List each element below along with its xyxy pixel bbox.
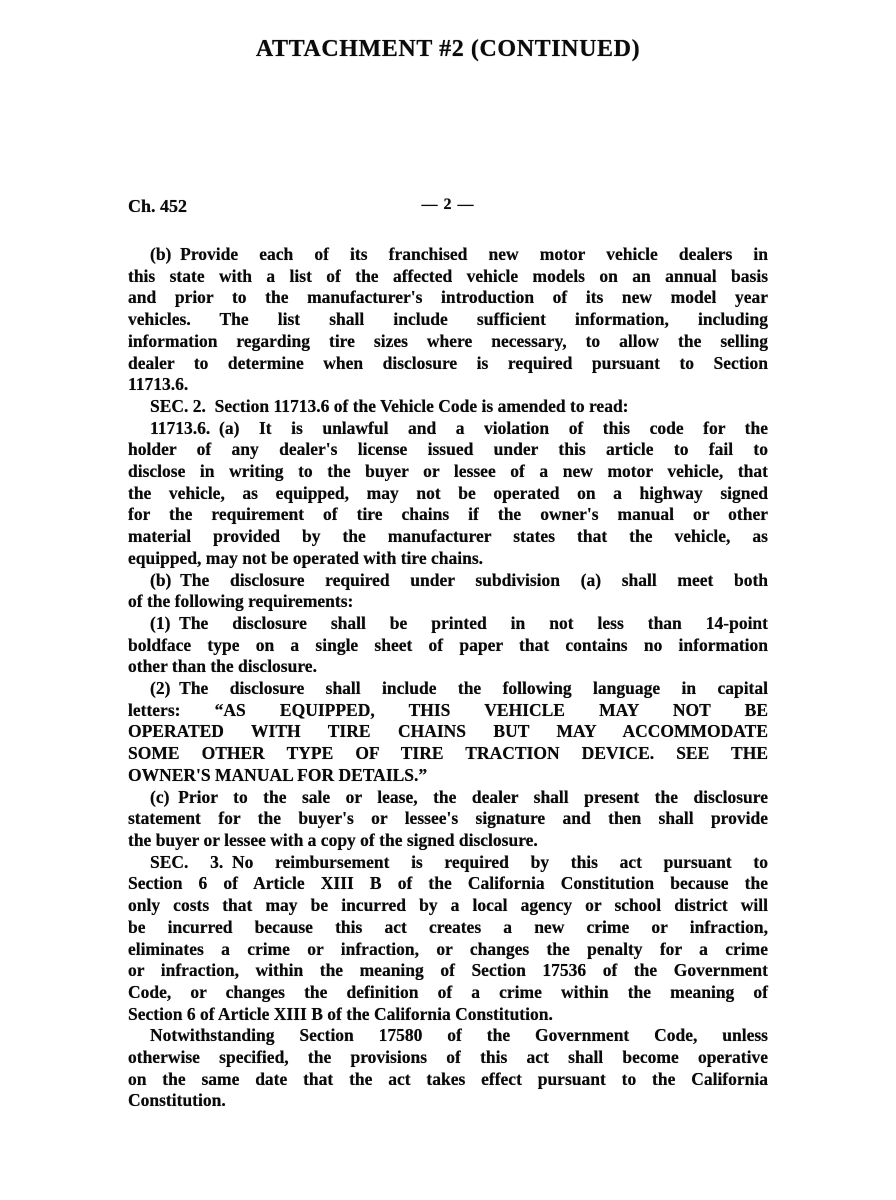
text-line: Constitution. xyxy=(128,1090,226,1111)
text-line: (b) The disclosure required under subdivision (a) shall meet both xyxy=(150,569,768,590)
text-line: (2) The disclosure shall include the following language in capital xyxy=(150,678,768,699)
text-line: other than the disclosure. xyxy=(128,656,317,677)
paragraph xyxy=(128,787,768,852)
chapter-label: Ch. 452 xyxy=(128,196,188,216)
text-line: be incurred because this act creates a new crime or infraction, xyxy=(128,916,768,937)
paragraph xyxy=(128,613,768,678)
running-header xyxy=(128,196,768,220)
text-line: this state with a list of the affected vehicle models on an annual basis xyxy=(128,265,768,286)
text-line: otherwise specified, the provisions of this act shall become operative xyxy=(128,1047,768,1068)
paragraph xyxy=(128,1025,768,1112)
paragraph xyxy=(128,244,768,396)
text-line: the buyer or lessee with a copy of the signed disclosure. xyxy=(128,829,538,850)
text-line: material provided by the manufacturer states that the vehicle, as xyxy=(128,526,768,547)
paragraph xyxy=(128,396,768,418)
paragraph xyxy=(128,678,768,787)
text-line: equipped, may not be operated with tire chains. xyxy=(128,547,484,568)
text-line: Section 6 of Article XIII B of the California Constitution. xyxy=(128,1003,553,1024)
attachment-title: ATTACHMENT #2 (CONTINUED) xyxy=(255,36,641,62)
text-line: (c) Prior to the sale or lease, the dealer shall present the disclosure xyxy=(150,786,768,807)
paragraph xyxy=(128,570,768,613)
text-line: and prior to the manufacturer's introduction of its new model year xyxy=(128,287,768,308)
paragraph xyxy=(128,418,768,570)
text-line: Section 6 of Article XIII B of the California Constitution because the xyxy=(128,873,768,894)
text-line: information regarding tire sizes where necessary, to allow the selling xyxy=(128,330,768,351)
text-line: SOME OTHER TYPE OF TIRE TRACTION DEVICE. SEE THE xyxy=(128,743,768,764)
text-line: statement for the buyer's or lessee's signature and then shall provide xyxy=(128,808,768,829)
text-line: of the following requirements: xyxy=(128,591,354,612)
page-number: — 2 — xyxy=(421,196,475,213)
text-line: 11713.6. (a) It is unlawful and a violation of this code for the xyxy=(150,417,768,438)
text-line: 11713.6. xyxy=(128,374,189,395)
text-line: on the same date that the act takes effect pursuant to the California xyxy=(128,1068,768,1089)
text-line: OWNER'S MANUAL FOR DETAILS.” xyxy=(128,764,428,785)
text-line: the vehicle, as equipped, may not be operated on a highway signed xyxy=(128,482,768,503)
text-line: vehicles. The list shall include sufficient information, including xyxy=(128,309,768,330)
text-line: dealer to determine when disclosure is required pursuant to Section xyxy=(128,352,768,373)
document-body xyxy=(128,244,768,1112)
text-line: for the requirement of tire chains if the owner's manual or other xyxy=(128,504,768,525)
text-line: SEC. 3. No reimbursement is required by this act pursuant to xyxy=(150,851,768,872)
text-line: letters: “AS EQUIPPED, THIS VEHICLE MAY NOT BE xyxy=(128,699,768,720)
text-line: SEC. 2. Section 11713.6 of the Vehicle Code is amended to read: xyxy=(150,395,629,416)
text-line: or infraction, within the meaning of Section 17536 of the Government xyxy=(128,960,768,981)
text-line: (b) Provide each of its franchised new motor vehicle dealers in xyxy=(150,244,768,264)
paragraph xyxy=(128,852,768,1026)
text-line: Code, or changes the definition of a crime within the meaning of xyxy=(128,981,768,1002)
text-line: (1) The disclosure shall be printed in not less than 14-point xyxy=(150,612,768,633)
text-line: holder of any dealer's license issued under this article to fail to xyxy=(128,439,768,460)
text-line: disclose in writing to the buyer or lessee of a new motor vehicle, that xyxy=(128,461,768,482)
text-line: only costs that may be incurred by a local agency or school district will xyxy=(128,895,768,916)
text-line: eliminates a crime or infraction, or changes the penalty for a crime xyxy=(128,938,768,959)
text-line: Notwithstanding Section 17580 of the Government Code, unless xyxy=(150,1025,768,1046)
text-line: OPERATED WITH TIRE CHAINS BUT MAY ACCOMMODATE xyxy=(128,721,768,742)
text-line: boldface type on a single sheet of paper that contains no information xyxy=(128,634,768,655)
